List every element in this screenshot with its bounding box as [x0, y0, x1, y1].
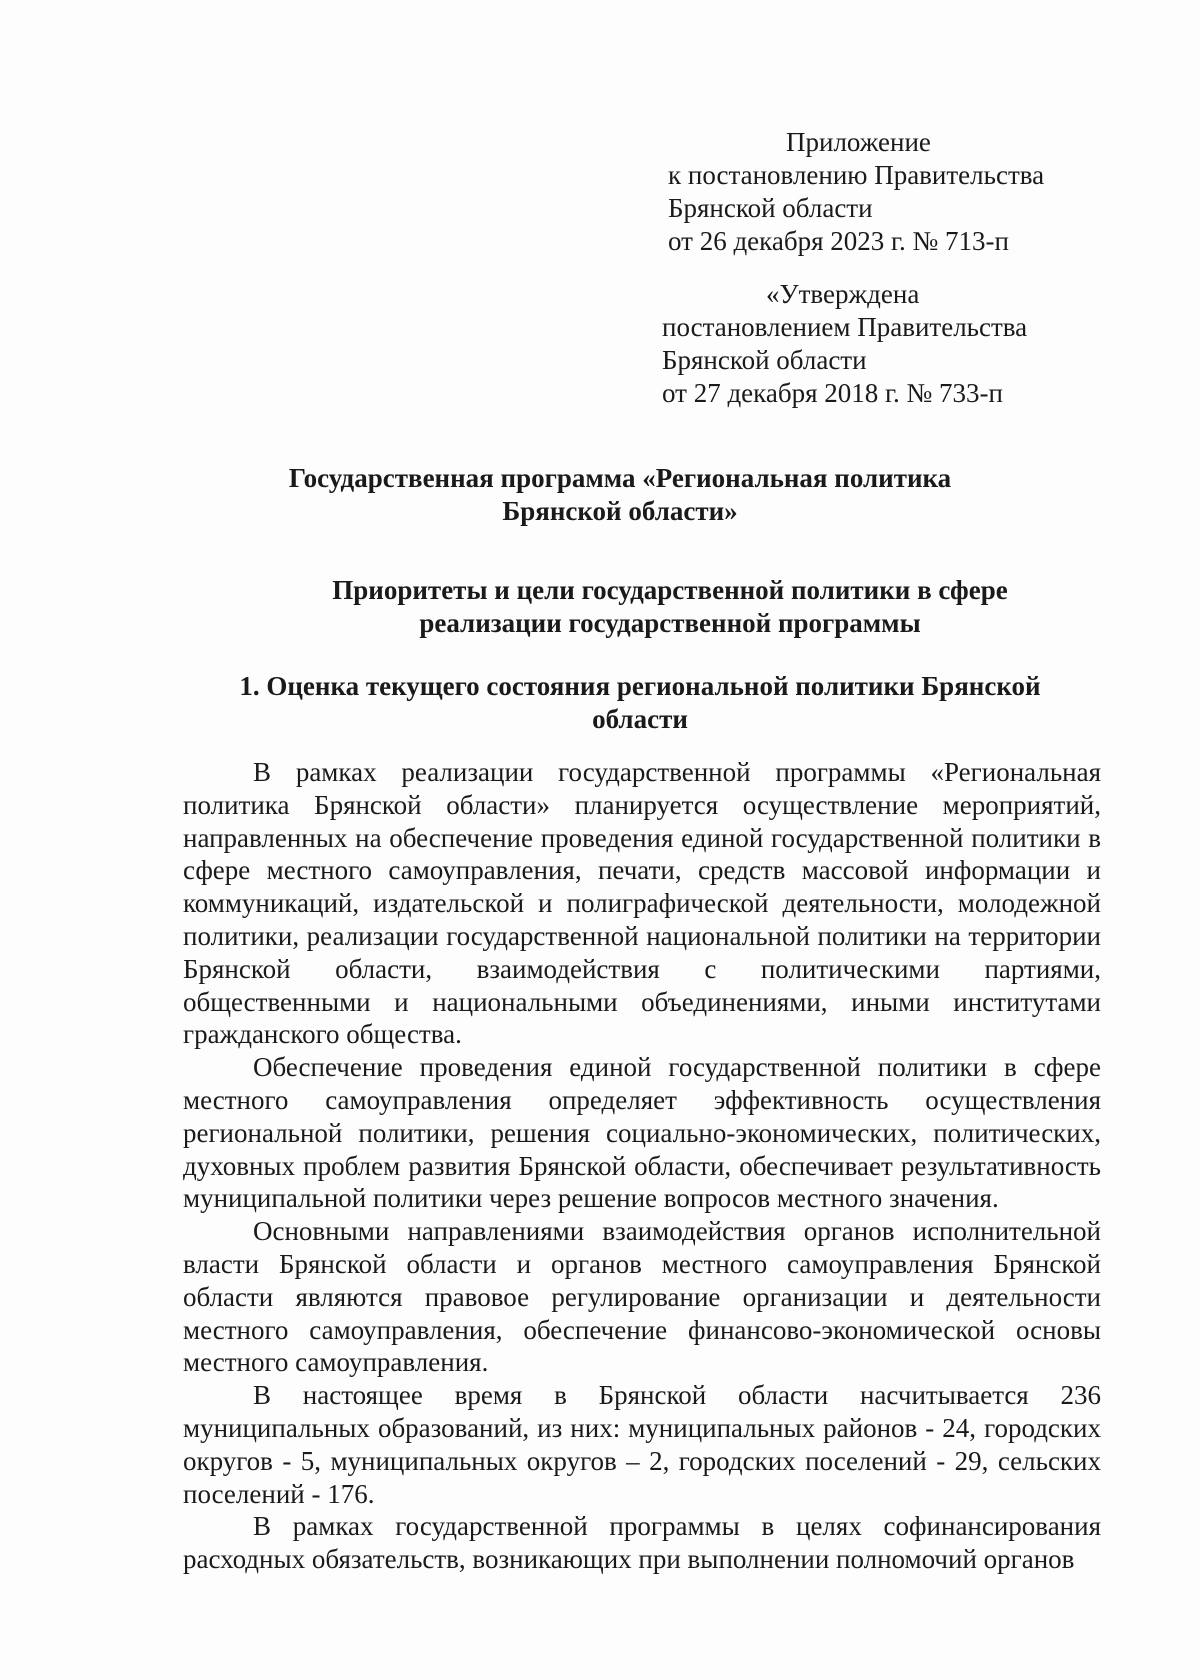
approved-line: от 27 декабря 2018 г. № 733-п [662, 378, 1003, 408]
approved-line: постановлением Правительства [662, 312, 1028, 342]
appendix-block [668, 126, 1044, 258]
paragraph: В настоящее время в Брянской области насчитывается 236 муниципальных образований, из них: муниципальных районов - 24, городских округов - 5, муниципальных округов – 2, городских поселений - 29, сельских поселений - 176. [183, 1380, 1101, 1509]
body-text [183, 756, 1101, 1576]
program-title [120, 462, 1120, 528]
program-title-line: Государственная программа «Региональная политика [288, 463, 952, 493]
appendix-line: к постановлению Правительства [668, 160, 1045, 190]
priorities-heading-line: реализации государственной программы [419, 608, 921, 638]
appendix-line: Приложение [786, 127, 931, 157]
paragraph: Основными направлениями взаимодействия органов исполнительной власти Брянской области и органов местного самоуправления Брянской области являются правовое регулирование организации и деятельности местного самоуправления, обеспечение финансово-экономической основы местного самоуправления. [183, 1216, 1101, 1378]
section-heading-line: области [592, 704, 688, 734]
paragraph: В рамках государственной программы в целях софинансирования расходных обязательств, возникающих при выполнении полномочий органов [183, 1511, 1101, 1575]
approved-block [662, 278, 1027, 410]
section-heading [160, 670, 1120, 736]
approved-line: «Утверждена [766, 279, 920, 309]
program-title-line: Брянской области» [502, 496, 738, 526]
appendix-line: Брянской области [668, 193, 873, 223]
priorities-heading-line: Приоритеты и цели государственной политики в сфере [332, 575, 1008, 605]
priorities-heading [220, 574, 1120, 640]
approved-line: Брянской области [662, 345, 867, 375]
paragraph: Обеспечение проведения единой государственной политики в сфере местного самоуправления определяет эффективность осуществления региональной политики, решения социально-экономических, политических, духовных проблем развития Брянской области, обеспечивает результативность муниципальной политики через решение вопросов местного значения. [183, 1052, 1101, 1214]
paragraph: В рамках реализации государственной программы «Региональная политика Брянской области» планируется осуществление мероприятий, направленных на обеспечение проведения единой государственной политики в сфере местного самоуправления, печати, средств массовой информации и коммуникаций, издательской и полиграфической деятельности, молодежной политики, реализации государственной национальной политики на территории Брянской области, взаимодействия с политическими партиями, общественными и национальными объединениями, иными институтами гражданского общества. [183, 757, 1101, 1050]
appendix-line: от 26 декабря 2023 г. № 713-п [668, 226, 1009, 256]
section-heading-line: 1. Оценка текущего состояния региональной политики Брянской [239, 671, 1041, 701]
